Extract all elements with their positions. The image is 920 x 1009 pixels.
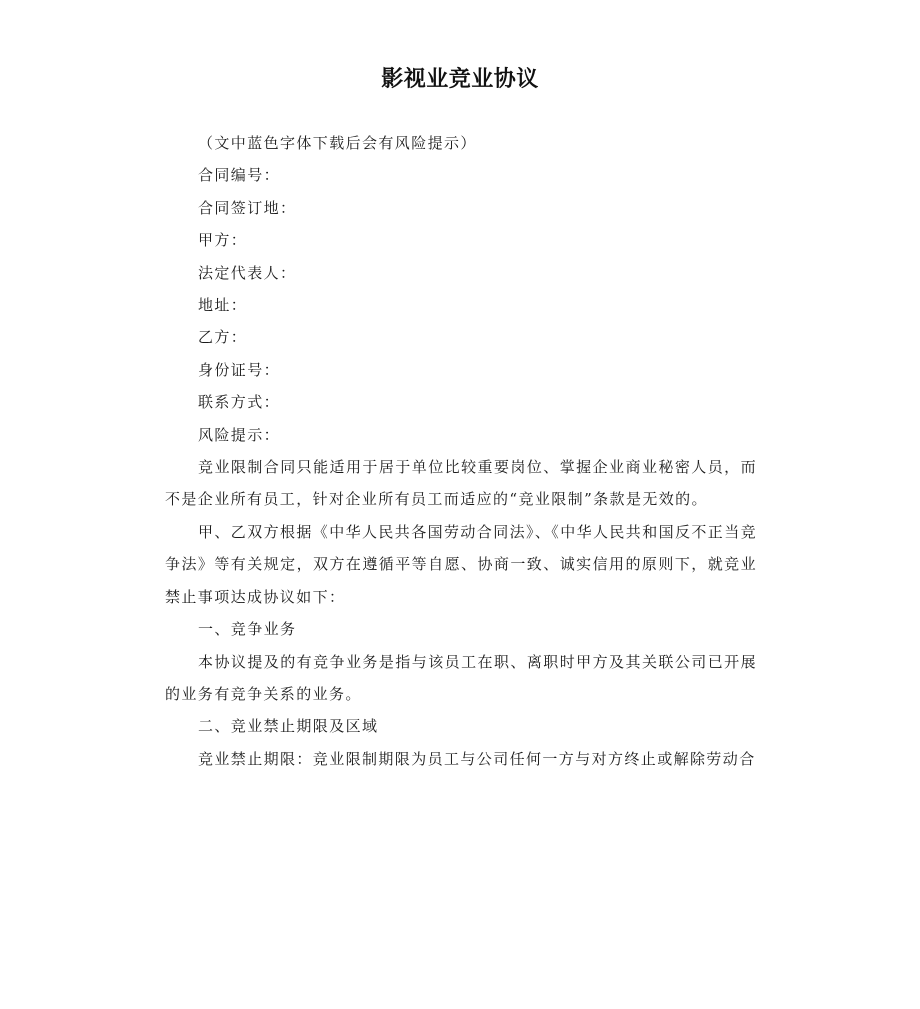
blue-text-notice: （文中蓝色字体下载后会有风险提示）: [198, 134, 477, 152]
section-2-paragraph: 竞业禁止期限：竞业限制期限为员工与公司任何一方与对方终止或解除劳动合: [198, 749, 756, 768]
address-field: 地址：: [198, 296, 248, 315]
party-a-field: 甲方：: [198, 231, 248, 250]
risk-tip-paragraph: 竞业限制合同只能适用于居于单位比较重要岗位、掌握企业商业秘密人员，而不是企业所有员工，针对企业所有员工而适应的“竞业限制”条款是无效的。: [165, 458, 757, 509]
id-number-field: 身份证号：: [198, 360, 281, 379]
contact-field: 联系方式：: [198, 393, 281, 412]
document-title: 影视业竞业协议: [381, 67, 539, 92]
signing-place-field: 合同签订地：: [198, 198, 297, 217]
document-body: [165, 127, 757, 775]
intro-paragraph: 甲、乙双方根据《中华人民共各国劳动合同法》、《中华人民共和国反不正当竞争法》等有关规定，双方在遵循平等自愿、协商一致、诚实信用的原则下，就竞业禁止事项达成协议如下：: [165, 522, 758, 606]
contract-number-field: 合同编号：: [198, 166, 281, 185]
risk-tip-label: 风险提示：: [198, 425, 281, 444]
section-1-heading: 一、竞争业务: [198, 620, 297, 639]
party-b-field: 乙方：: [198, 328, 248, 347]
section-1-paragraph: 本协议提及的有竞争业务是指与该员工在职、离职时甲方及其关联公司已开展的业务有竞争关系的业务。: [165, 652, 757, 703]
legal-representative-field: 法定代表人：: [198, 263, 297, 282]
section-2-heading: 二、竞业禁止期限及区域: [198, 717, 379, 736]
